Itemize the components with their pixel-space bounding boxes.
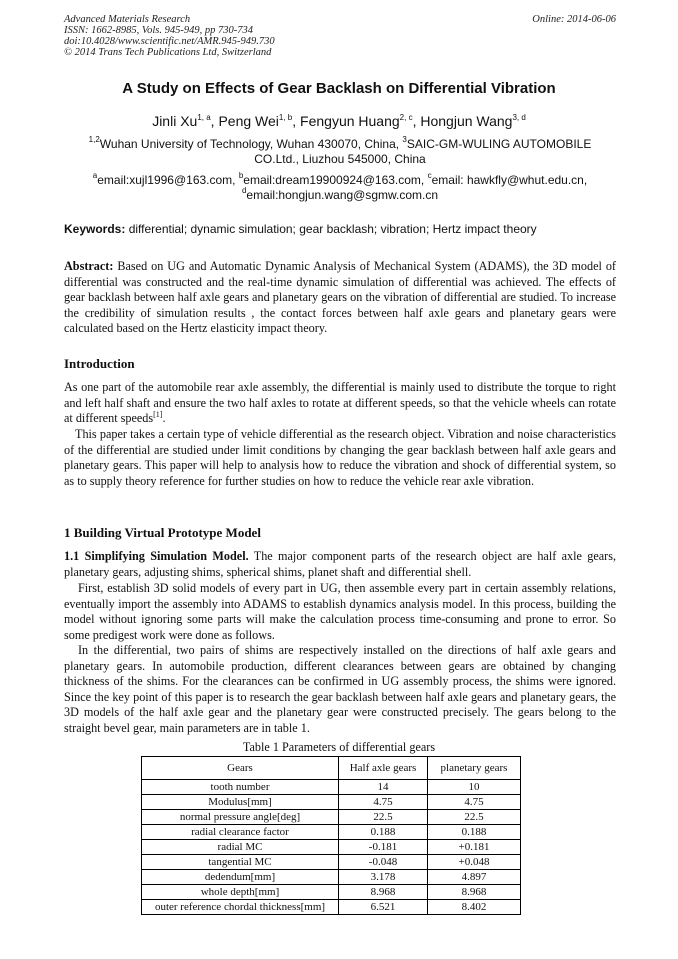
author-list: Jinli Xu$^{1, a}$, Peng Wei$^{1, b}$, Fengyun Huang$^{2, c}$, Hongjun Wang$^{3, d}$ xyxy=(152,113,526,129)
running-header xyxy=(64,14,616,58)
online-date: Online: 2014-06-06 xyxy=(532,14,616,25)
table-row xyxy=(142,870,521,885)
table-cell: +0.181 xyxy=(428,840,521,855)
table-cell: +0.048 xyxy=(428,855,521,870)
table-cell: 6.521 xyxy=(339,900,428,915)
table-cell: whole depth[mm] xyxy=(142,885,339,900)
paper-title: A Study on Effects of Gear Backlash on Differential Vibration xyxy=(122,80,556,97)
table-cell: -0.181 xyxy=(339,840,428,855)
table-cell: 8.402 xyxy=(428,900,521,915)
table-row xyxy=(142,885,521,900)
table-cell: Modulus[mm] xyxy=(142,795,339,810)
journal-name: Advanced Materials Research xyxy=(64,14,191,25)
parameters-table xyxy=(141,756,521,915)
subsection-text: The major component parts of the research object are half axle gears, planetary gears, adjusting shims, spherical shims, planet shaft and differential shell. xyxy=(64,549,616,579)
table-cell: tangential MC xyxy=(142,855,339,870)
table-row xyxy=(142,840,521,855)
intro-p1-end: . xyxy=(162,411,166,426)
table-header-row xyxy=(142,757,521,780)
table-cell: 4.897 xyxy=(428,870,521,885)
table-row xyxy=(142,810,521,825)
affil-text: SAIC-GM-WULING AUTOMOBILE CO.Ltd., Liuzhou 545000, China xyxy=(254,137,592,166)
keywords-label: Keywords: xyxy=(64,222,126,236)
table-caption: Table 1 Parameters of differential gears xyxy=(242,740,436,754)
email-mark: d xyxy=(241,186,247,195)
keywords xyxy=(64,222,616,236)
abstract-label: Abstract: xyxy=(64,259,114,273)
author-affil-mark: 1, a xyxy=(197,113,211,122)
section1-paragraph-2: First, establish 3D solid models of every part in UG, then assemble every part in certain assembly relations, eventually import the assembly into ADAMS to establish dynamics analysis model. In this process, building the model without ignoring some parts will make the calculation process time-consuming and prone to error. So some predigest work were done as follows. xyxy=(64,581,616,642)
keywords-text: differential; dynamic simulation; gear backlash; vibration; Hertz impact theory xyxy=(125,222,537,236)
table-row xyxy=(142,855,521,870)
table-header-cell: Half axle gears xyxy=(339,757,428,780)
intro-paragraph-2: This paper takes a certain type of vehicle differential as the research object. Vibration and noise characteristics of the differential are studied under limit conditions by changing the gear backlash between half axle gears and planetary gears. This paper will help to analysis how to reduce the vibration and shock of differential system, so as to supply theory reference for further studies on how to reduce the vehicle rear axle vibration. xyxy=(64,427,616,488)
intro-p1-text: As one part of the automobile rear axle assembly, the differential is mainly used to distribute the torque to right and left half shaft and ensure the two half axles to rotate at different speeds, so that the vehicle wheels can rotate at different speeds xyxy=(64,380,616,426)
email-address[interactable]: email:dream19900924@163.com, xyxy=(243,173,428,187)
table-cell: outer reference chordal thickness[mm] xyxy=(142,900,339,915)
table-header-cell: Gears xyxy=(142,757,339,780)
abstract xyxy=(64,259,616,337)
affiliations xyxy=(70,137,610,167)
table-row xyxy=(142,780,521,795)
table-row xyxy=(142,900,521,915)
author-name: Fengyun Huang xyxy=(300,113,400,129)
table-cell: 8.968 xyxy=(339,885,428,900)
author-name: Peng Wei xyxy=(218,113,279,129)
affil-mark: 1,2 xyxy=(88,135,100,144)
email-address[interactable]: email: hawkfly@whut.edu.cn, xyxy=(431,173,588,187)
citation-ref[interactable]: [1] xyxy=(153,410,163,420)
table-cell: 10 xyxy=(428,780,521,795)
table-cell: tooth number xyxy=(142,780,339,795)
author-affil-mark: 3, d xyxy=(512,113,526,122)
email-address[interactable]: email:xujl1996@163.com, xyxy=(97,173,239,187)
table-cell: 14 xyxy=(339,780,428,795)
table-cell: 22.5 xyxy=(339,810,428,825)
table-cell: 3.178 xyxy=(339,870,428,885)
intro-paragraph-1 xyxy=(64,380,616,427)
email-list xyxy=(70,173,610,203)
table-row xyxy=(142,825,521,840)
author-affil-mark: 1, b xyxy=(278,113,293,122)
table-cell: 8.968 xyxy=(428,885,521,900)
table-cell: 22.5 xyxy=(428,810,521,825)
subsection-heading: 1.1 Simplifying Simulation Model. xyxy=(64,549,249,563)
copyright-line: © 2014 Trans Tech Publications Ltd, Switzerland xyxy=(64,47,272,58)
email-mark: a xyxy=(92,171,98,180)
table-cell: 0.188 xyxy=(428,825,521,840)
email-mark: b xyxy=(238,171,244,180)
email-address[interactable]: email:hongjun.wang@sgmw.com.cn xyxy=(246,188,439,202)
abstract-text: Based on UG and Automatic Dynamic Analysis of Mechanical System (ADAMS), the 3D model of differential was constructed and the real-time dynamic simulation of differential was achieved. The effects of gear backlash between half axle gears and planetary gears on the vibration of differential are studied. To increase the credibility of simulation results , the contact forces between half axle gears and planetary gears were calculated based on the Hertz elasticity impact theory. xyxy=(64,259,616,336)
issn-line: ISSN: 1662-8985, Vols. 945-949, pp 730-734 xyxy=(64,25,253,36)
doi-line: doi:10.4028/www.scientific.net/AMR.945-949.730 xyxy=(64,36,275,47)
section-1-heading: 1 Building Virtual Prototype Model xyxy=(64,525,261,540)
table-cell: 0.188 xyxy=(339,825,428,840)
introduction-heading: Introduction xyxy=(64,356,135,371)
table-header-cell: planetary gears xyxy=(428,757,521,780)
table-cell: -0.048 xyxy=(339,855,428,870)
email-mark: c xyxy=(427,171,432,180)
author-name: Jinli Xu xyxy=(152,113,198,129)
table-cell: dedendum[mm] xyxy=(142,870,339,885)
table-cell: 4.75 xyxy=(428,795,521,810)
table-row xyxy=(142,795,521,810)
table-cell: radial clearance factor xyxy=(142,825,339,840)
author-name: Hongjun Wang xyxy=(420,113,513,129)
affil-text: Wuhan University of Technology, Wuhan 430070, China, xyxy=(99,137,403,151)
author-affil-mark: 2, c xyxy=(399,113,413,122)
affil-mark: 3 xyxy=(402,135,407,144)
table-cell: radial MC xyxy=(142,840,339,855)
table-cell: normal pressure angle[deg] xyxy=(142,810,339,825)
table-cell: 4.75 xyxy=(339,795,428,810)
subsection-1-1 xyxy=(64,549,616,580)
section1-paragraph-3: In the differential, two pairs of shims are respectively installed on the directions of half axle gears and planetary gears. In automobile production, different clearances between gears are obtained by changing thickness of the shims. For the clearances can be confirmed in UG assembly process, the shims were ignored. Since the key point of this paper is to research the gear backlash between half axle gears and planetary gears, the 3D models of the half axle gear and the planetary gear were constructed precisely. The gears belong to the straight bevel gear, main parameters are in table 1. xyxy=(64,643,616,735)
